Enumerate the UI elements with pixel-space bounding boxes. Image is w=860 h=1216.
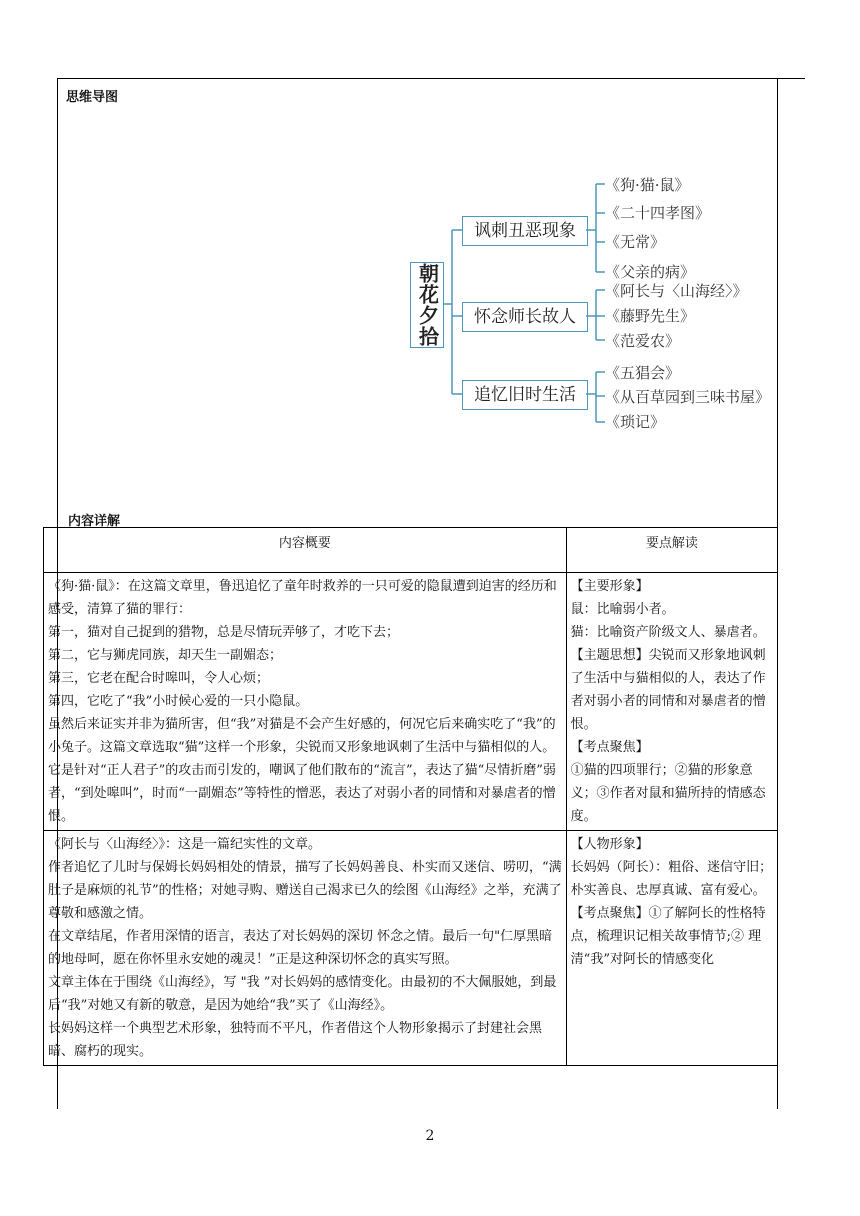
points-paragraph: ①猫的四项罪行；②猫的形象意义；③作者对鼠和猫所持的情感态度。: [570, 763, 766, 824]
branch-old-life: 追忆旧时生活: [462, 380, 588, 410]
points-paragraph: 猫：比喻资产阶级文人、暴虐者。: [570, 625, 766, 640]
leaf-item: 《五猖会》: [605, 364, 681, 382]
leaf-item: 《二十四孝图》: [605, 204, 711, 222]
content-table: [43, 527, 778, 1066]
points-paragraph: 【人物形象】: [570, 837, 649, 852]
page-number: 2: [425, 1128, 435, 1144]
points-paragraph: 【考点聚焦】①了解阿长的性格特点，梳理识记相关故事情节;② 理清“我”对阿长的情感变化: [570, 906, 766, 967]
mindmap-title: 思维导图: [66, 90, 119, 105]
points-paragraph: 【考点聚焦】: [570, 740, 649, 755]
summary-paragraph: 《狗·猫·鼠》：在这篇文章里，鲁迅追忆了童年时救养的一只可爱的隐鼠遭到迫害的经历和感受，清算了猫的罪行：: [48, 579, 557, 617]
leaf-item: 《琐记》: [605, 413, 666, 431]
header-summary: 内容概要: [44, 528, 567, 573]
branch-satire: 讽刺丑恶现象: [462, 216, 588, 246]
mind-map: [400, 170, 810, 440]
summary-paragraph: 第三，它老在配合时嗥叫，令人心烦；: [48, 671, 270, 686]
leaf-item: 《从百草园到三味书屋》: [605, 388, 771, 406]
summary-paragraph: 第二，它与狮虎同族，却天生一副媚态；: [48, 648, 283, 663]
summary-paragraph: 长妈妈这样一个典型艺术形象，独特而不平凡，作者借这个人物形象揭示了封建社会黑暗、腐朽的现实。: [48, 1021, 543, 1059]
table-header-row: [44, 528, 778, 573]
leaf-item: 《父亲的病》: [605, 263, 696, 281]
header-points: 要点解读: [566, 528, 777, 573]
summary-paragraph: 《阿长与〈山海经〉》：这是一篇纪实性的文章。: [48, 837, 322, 852]
summary-cell: [44, 573, 567, 831]
summary-paragraph: 第四，它吃了“我”小时候心爱的一只小隐鼠。: [48, 694, 309, 709]
leaf-item: 《藤野先生》: [605, 307, 696, 325]
points-cell: [566, 831, 777, 1066]
points-paragraph: 【主题思想】尖锐而又形象地讽刺了生活中与猫相似的人，表达了作者对弱小者的同情和对暴虐者的憎恨。: [570, 648, 766, 732]
leaf-item: 《阿长与〈山海经〉》: [605, 282, 748, 300]
points-cell: [566, 573, 777, 831]
table-row: [44, 831, 778, 1066]
summary-cell: [44, 831, 567, 1066]
leaf-item: 《狗·猫·鼠》: [605, 176, 690, 194]
points-paragraph: 【主要形象】: [570, 579, 649, 594]
points-paragraph: 鼠：比喻弱小者。: [570, 602, 675, 617]
details-title: 内容详解: [68, 514, 121, 529]
table-row: [44, 573, 778, 831]
points-paragraph: 长妈妈（阿长）：粗俗、迷信守旧；朴实善良、忠厚真诚、富有爱心。: [570, 860, 773, 898]
mindmap-root: 朝花夕拾: [410, 262, 444, 348]
summary-paragraph: 作者追忆了儿时与保姆长妈妈相处的情景，描写了长妈妈善良、朴实而又迷信、唠叨，“满肚子是麻烦的礼节”的性格；对她寻购、赠送自己渴求已久的绘图《山海经》之举，充满了尊敬和感激之情。: [48, 860, 562, 921]
summary-paragraph: 在文章结尾，作者用深情的语言，表达了对长妈妈的深切 怀念之情。最后一句"仁厚黑暗的地母呵，愿在你怀里永安她的魂灵！”正是这种深切怀念的真实写照。: [48, 929, 553, 967]
summary-paragraph: 文章主体在于围绕《山海经》，写 "我 ”对长妈妈的感情变化。由最初的不大佩服她，到最后“我”对她又有新的敬意，是因为她给“我”买了《山海经》。: [48, 975, 557, 1013]
branch-remembrance: 怀念师长故人: [462, 302, 588, 332]
leaf-item: 《无常》: [605, 233, 666, 251]
leaf-item: 《范爱农》: [605, 332, 681, 350]
summary-paragraph: 第一，猫对自己捉到的猎物，总是尽情玩弄够了，才吃下去；: [48, 625, 400, 640]
summary-paragraph: 虽然后来证实并非为猫所害，但“我”对猫是不会产生好感的，何况它后来确实吃了“我”的小兔子。这篇文章选取“猫”这样一个形象，尖锐而又形象地讽刺了生活中与猫相似的人。它是针对“正人君子”的攻击而引发的，嘲讽了他们散布的“流言”，表达了猫“尽情折磨”弱者，“到处嗥叫”，时而“一副媚态”等特性的憎恶，表达了对弱小者的同情和对暴虐者的憎恨。: [48, 717, 556, 824]
